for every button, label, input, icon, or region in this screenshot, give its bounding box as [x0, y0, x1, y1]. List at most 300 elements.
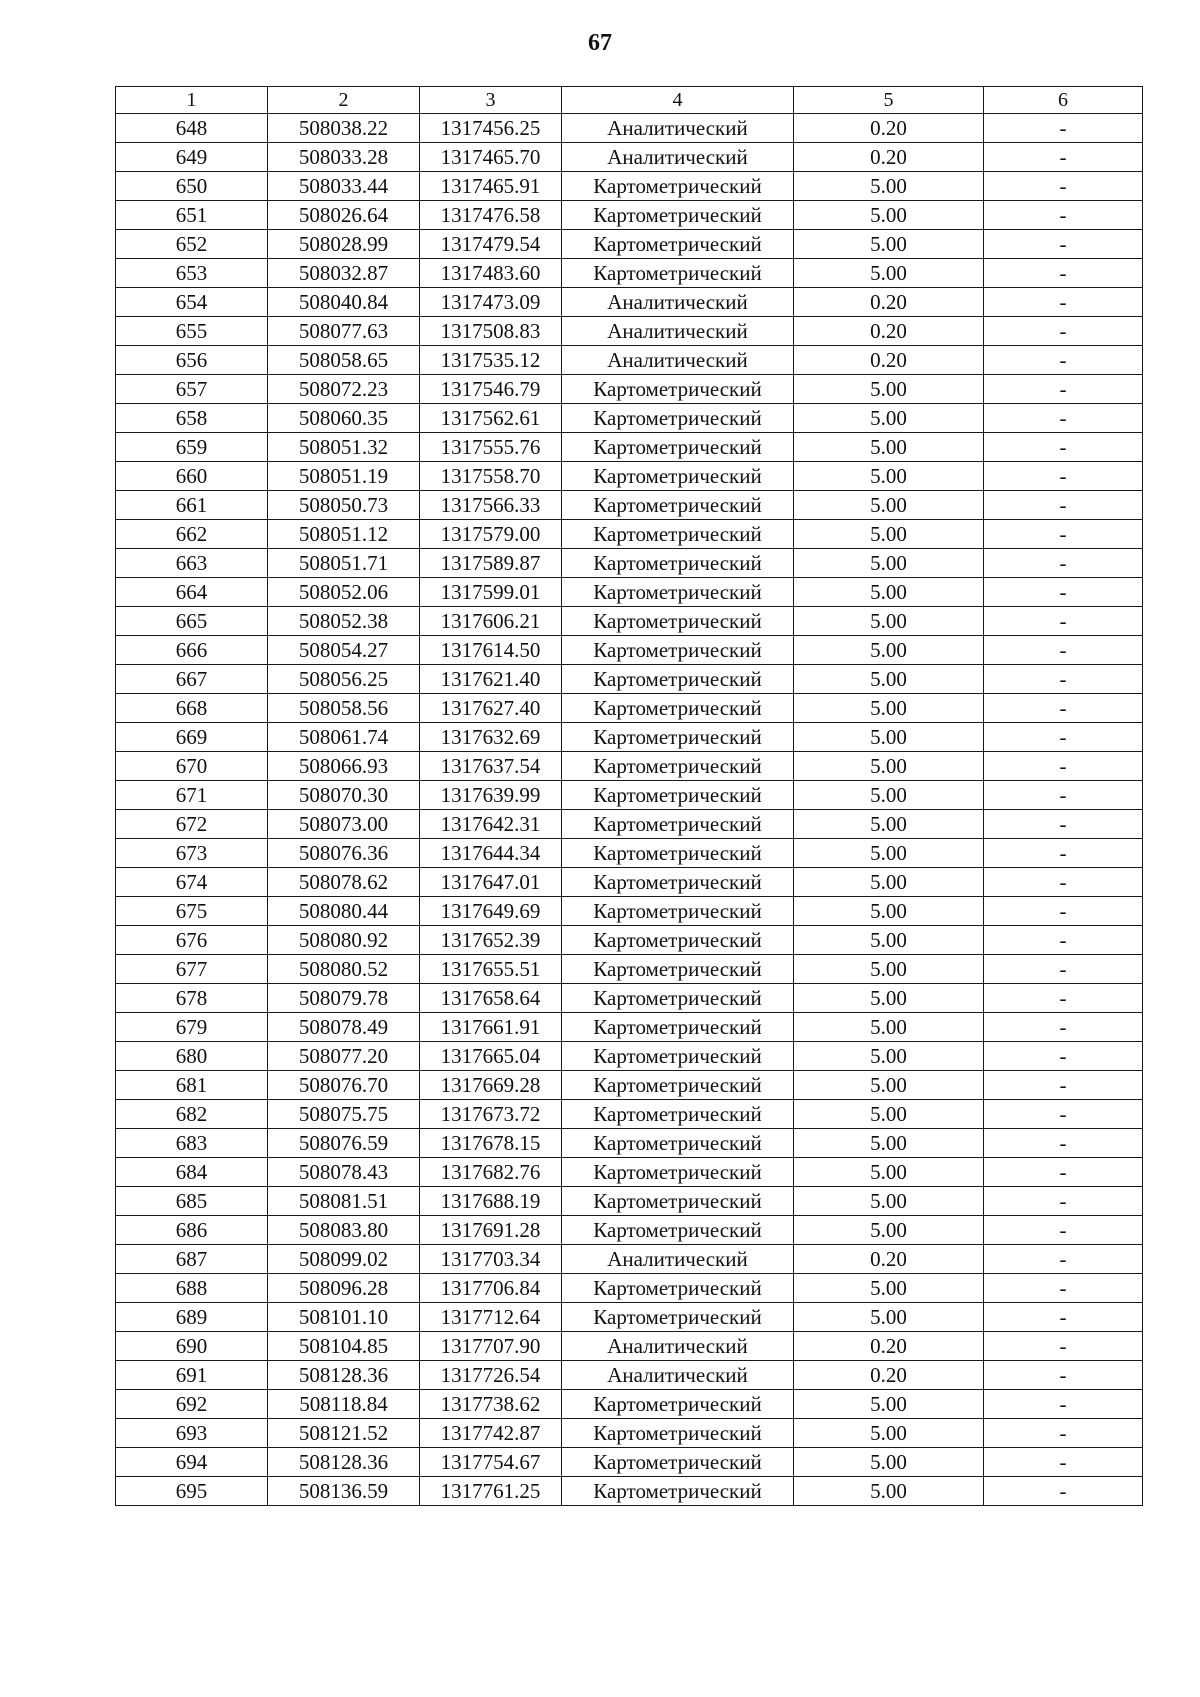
point-number-cell: 665 — [116, 607, 268, 636]
point-number-cell: 671 — [116, 781, 268, 810]
y-coordinate-cell: 1317669.28 — [420, 1071, 562, 1100]
method-cell: Картометрический — [562, 1071, 794, 1100]
x-coordinate-cell: 508054.27 — [268, 636, 420, 665]
x-coordinate-cell: 508058.65 — [268, 346, 420, 375]
point-number-cell: 687 — [116, 1245, 268, 1274]
y-coordinate-cell: 1317589.87 — [420, 549, 562, 578]
accuracy-cell: 5.00 — [794, 520, 984, 549]
y-coordinate-cell: 1317508.83 — [420, 317, 562, 346]
note-cell: - — [984, 1071, 1143, 1100]
y-coordinate-cell: 1317642.31 — [420, 810, 562, 839]
table-row — [116, 636, 1143, 665]
point-number-cell: 689 — [116, 1303, 268, 1332]
point-number-cell: 655 — [116, 317, 268, 346]
point-number-cell: 657 — [116, 375, 268, 404]
table-row — [116, 984, 1143, 1013]
point-number-cell: 674 — [116, 868, 268, 897]
page-number: 67 — [588, 30, 612, 56]
x-coordinate-cell: 508080.52 — [268, 955, 420, 984]
note-cell: - — [984, 346, 1143, 375]
method-cell: Аналитический — [562, 1332, 794, 1361]
accuracy-cell: 5.00 — [794, 1100, 984, 1129]
x-coordinate-cell: 508051.71 — [268, 549, 420, 578]
table-row — [116, 259, 1143, 288]
x-coordinate-cell: 508083.80 — [268, 1216, 420, 1245]
method-cell: Картометрический — [562, 810, 794, 839]
x-coordinate-cell: 508073.00 — [268, 810, 420, 839]
method-cell: Картометрический — [562, 984, 794, 1013]
x-coordinate-cell: 508077.63 — [268, 317, 420, 346]
point-number-cell: 679 — [116, 1013, 268, 1042]
note-cell: - — [984, 288, 1143, 317]
accuracy-cell: 5.00 — [794, 868, 984, 897]
accuracy-cell: 5.00 — [794, 1129, 984, 1158]
table-row — [116, 926, 1143, 955]
table-header — [116, 87, 1143, 114]
accuracy-cell: 5.00 — [794, 230, 984, 259]
note-cell: - — [984, 230, 1143, 259]
note-cell: - — [984, 1419, 1143, 1448]
accuracy-cell: 5.00 — [794, 172, 984, 201]
x-coordinate-cell: 508104.85 — [268, 1332, 420, 1361]
accuracy-cell: 5.00 — [794, 433, 984, 462]
y-coordinate-cell: 1317742.87 — [420, 1419, 562, 1448]
method-cell: Картометрический — [562, 897, 794, 926]
x-coordinate-cell: 508056.25 — [268, 665, 420, 694]
method-cell: Картометрический — [562, 1303, 794, 1332]
point-number-cell: 686 — [116, 1216, 268, 1245]
table-row — [116, 752, 1143, 781]
table-row — [116, 1042, 1143, 1071]
x-coordinate-cell: 508066.93 — [268, 752, 420, 781]
method-cell: Картометрический — [562, 491, 794, 520]
y-coordinate-cell: 1317649.69 — [420, 897, 562, 926]
method-cell: Картометрический — [562, 1390, 794, 1419]
point-number-cell: 656 — [116, 346, 268, 375]
point-number-cell: 683 — [116, 1129, 268, 1158]
method-cell: Аналитический — [562, 1361, 794, 1390]
table-row — [116, 549, 1143, 578]
y-coordinate-cell: 1317637.54 — [420, 752, 562, 781]
method-cell: Картометрический — [562, 230, 794, 259]
table-body — [116, 114, 1143, 1506]
accuracy-cell: 5.00 — [794, 607, 984, 636]
x-coordinate-cell: 508058.56 — [268, 694, 420, 723]
y-coordinate-cell: 1317761.25 — [420, 1477, 562, 1506]
y-coordinate-cell: 1317555.76 — [420, 433, 562, 462]
point-number-cell: 682 — [116, 1100, 268, 1129]
y-coordinate-cell: 1317644.34 — [420, 839, 562, 868]
point-number-cell: 685 — [116, 1187, 268, 1216]
column-header-5: 5 — [794, 87, 984, 114]
method-cell: Аналитический — [562, 288, 794, 317]
accuracy-cell: 0.20 — [794, 288, 984, 317]
accuracy-cell: 5.00 — [794, 897, 984, 926]
table-row — [116, 607, 1143, 636]
y-coordinate-cell: 1317754.67 — [420, 1448, 562, 1477]
table-row — [116, 1129, 1143, 1158]
table-row — [116, 665, 1143, 694]
x-coordinate-cell: 508052.06 — [268, 578, 420, 607]
x-coordinate-cell: 508078.43 — [268, 1158, 420, 1187]
accuracy-cell: 5.00 — [794, 201, 984, 230]
note-cell: - — [984, 143, 1143, 172]
note-cell: - — [984, 114, 1143, 143]
point-number-cell: 660 — [116, 462, 268, 491]
accuracy-cell: 5.00 — [794, 491, 984, 520]
y-coordinate-cell: 1317688.19 — [420, 1187, 562, 1216]
y-coordinate-cell: 1317535.12 — [420, 346, 562, 375]
y-coordinate-cell: 1317665.04 — [420, 1042, 562, 1071]
note-cell: - — [984, 781, 1143, 810]
point-number-cell: 668 — [116, 694, 268, 723]
accuracy-cell: 0.20 — [794, 346, 984, 375]
accuracy-cell: 5.00 — [794, 578, 984, 607]
table-row — [116, 375, 1143, 404]
accuracy-cell: 0.20 — [794, 1332, 984, 1361]
method-cell: Картометрический — [562, 1187, 794, 1216]
method-cell: Картометрический — [562, 955, 794, 984]
y-coordinate-cell: 1317473.09 — [420, 288, 562, 317]
note-cell: - — [984, 375, 1143, 404]
method-cell: Аналитический — [562, 317, 794, 346]
y-coordinate-cell: 1317655.51 — [420, 955, 562, 984]
x-coordinate-cell: 508079.78 — [268, 984, 420, 1013]
note-cell: - — [984, 839, 1143, 868]
method-cell: Аналитический — [562, 143, 794, 172]
x-coordinate-cell: 508096.28 — [268, 1274, 420, 1303]
note-cell: - — [984, 201, 1143, 230]
accuracy-cell: 0.20 — [794, 114, 984, 143]
point-number-cell: 650 — [116, 172, 268, 201]
table-row — [116, 317, 1143, 346]
x-coordinate-cell: 508136.59 — [268, 1477, 420, 1506]
accuracy-cell: 5.00 — [794, 1187, 984, 1216]
y-coordinate-cell: 1317627.40 — [420, 694, 562, 723]
accuracy-cell: 5.00 — [794, 259, 984, 288]
table-row — [116, 1274, 1143, 1303]
point-number-cell: 688 — [116, 1274, 268, 1303]
accuracy-cell: 0.20 — [794, 1361, 984, 1390]
point-number-cell: 658 — [116, 404, 268, 433]
y-coordinate-cell: 1317579.00 — [420, 520, 562, 549]
method-cell: Аналитический — [562, 346, 794, 375]
x-coordinate-cell: 508052.38 — [268, 607, 420, 636]
column-header-4: 4 — [562, 87, 794, 114]
point-number-cell: 673 — [116, 839, 268, 868]
point-number-cell: 659 — [116, 433, 268, 462]
y-coordinate-cell: 1317614.50 — [420, 636, 562, 665]
note-cell: - — [984, 172, 1143, 201]
y-coordinate-cell: 1317558.70 — [420, 462, 562, 491]
point-number-cell: 651 — [116, 201, 268, 230]
x-coordinate-cell: 508033.44 — [268, 172, 420, 201]
accuracy-cell: 5.00 — [794, 1042, 984, 1071]
y-coordinate-cell: 1317691.28 — [420, 1216, 562, 1245]
point-number-cell: 667 — [116, 665, 268, 694]
table-row — [116, 288, 1143, 317]
note-cell: - — [984, 1390, 1143, 1419]
note-cell: - — [984, 578, 1143, 607]
table-row — [116, 1187, 1143, 1216]
y-coordinate-cell: 1317706.84 — [420, 1274, 562, 1303]
table-row — [116, 1071, 1143, 1100]
point-number-cell: 648 — [116, 114, 268, 143]
y-coordinate-cell: 1317562.61 — [420, 404, 562, 433]
note-cell: - — [984, 1448, 1143, 1477]
y-coordinate-cell: 1317599.01 — [420, 578, 562, 607]
table-row — [116, 114, 1143, 143]
method-cell: Картометрический — [562, 1042, 794, 1071]
point-number-cell: 649 — [116, 143, 268, 172]
method-cell: Картометрический — [562, 694, 794, 723]
table-row — [116, 810, 1143, 839]
y-coordinate-cell: 1317479.54 — [420, 230, 562, 259]
method-cell: Картометрический — [562, 1216, 794, 1245]
column-header-6: 6 — [984, 87, 1143, 114]
accuracy-cell: 0.20 — [794, 1245, 984, 1274]
y-coordinate-cell: 1317456.25 — [420, 114, 562, 143]
x-coordinate-cell: 508076.70 — [268, 1071, 420, 1100]
note-cell: - — [984, 1042, 1143, 1071]
x-coordinate-cell: 508070.30 — [268, 781, 420, 810]
method-cell: Картометрический — [562, 201, 794, 230]
point-number-cell: 662 — [116, 520, 268, 549]
accuracy-cell: 5.00 — [794, 984, 984, 1013]
accuracy-cell: 5.00 — [794, 1216, 984, 1245]
accuracy-cell: 5.00 — [794, 926, 984, 955]
accuracy-cell: 5.00 — [794, 694, 984, 723]
note-cell: - — [984, 926, 1143, 955]
note-cell: - — [984, 462, 1143, 491]
note-cell: - — [984, 1216, 1143, 1245]
note-cell: - — [984, 1187, 1143, 1216]
x-coordinate-cell: 508101.10 — [268, 1303, 420, 1332]
point-number-cell: 661 — [116, 491, 268, 520]
point-number-cell: 678 — [116, 984, 268, 1013]
method-cell: Картометрический — [562, 752, 794, 781]
y-coordinate-cell: 1317652.39 — [420, 926, 562, 955]
method-cell: Картометрический — [562, 723, 794, 752]
x-coordinate-cell: 508077.20 — [268, 1042, 420, 1071]
table-row — [116, 839, 1143, 868]
x-coordinate-cell: 508128.36 — [268, 1448, 420, 1477]
y-coordinate-cell: 1317606.21 — [420, 607, 562, 636]
accuracy-cell: 5.00 — [794, 1477, 984, 1506]
y-coordinate-cell: 1317661.91 — [420, 1013, 562, 1042]
point-number-cell: 664 — [116, 578, 268, 607]
x-coordinate-cell: 508128.36 — [268, 1361, 420, 1390]
header-row — [116, 87, 1143, 114]
accuracy-cell: 5.00 — [794, 1274, 984, 1303]
point-number-cell: 693 — [116, 1419, 268, 1448]
point-number-cell: 691 — [116, 1361, 268, 1390]
note-cell: - — [984, 317, 1143, 346]
column-header-3: 3 — [420, 87, 562, 114]
x-coordinate-cell: 508076.59 — [268, 1129, 420, 1158]
method-cell: Картометрический — [562, 259, 794, 288]
method-cell: Картометрический — [562, 578, 794, 607]
point-number-cell: 677 — [116, 955, 268, 984]
method-cell: Картометрический — [562, 607, 794, 636]
table-row — [116, 578, 1143, 607]
note-cell: - — [984, 1100, 1143, 1129]
y-coordinate-cell: 1317566.33 — [420, 491, 562, 520]
accuracy-cell: 0.20 — [794, 143, 984, 172]
point-number-cell: 690 — [116, 1332, 268, 1361]
accuracy-cell: 5.00 — [794, 723, 984, 752]
table-row — [116, 201, 1143, 230]
accuracy-cell: 5.00 — [794, 375, 984, 404]
method-cell: Картометрический — [562, 172, 794, 201]
point-number-cell: 654 — [116, 288, 268, 317]
accuracy-cell: 5.00 — [794, 781, 984, 810]
table-row — [116, 897, 1143, 926]
note-cell: - — [984, 1303, 1143, 1332]
point-number-cell: 652 — [116, 230, 268, 259]
accuracy-cell: 5.00 — [794, 1390, 984, 1419]
point-number-cell: 681 — [116, 1071, 268, 1100]
y-coordinate-cell: 1317726.54 — [420, 1361, 562, 1390]
x-coordinate-cell: 508050.73 — [268, 491, 420, 520]
note-cell: - — [984, 1332, 1143, 1361]
method-cell: Картометрический — [562, 781, 794, 810]
y-coordinate-cell: 1317465.70 — [420, 143, 562, 172]
x-coordinate-cell: 508078.49 — [268, 1013, 420, 1042]
method-cell: Картометрический — [562, 1129, 794, 1158]
table-row — [116, 143, 1143, 172]
point-number-cell: 669 — [116, 723, 268, 752]
accuracy-cell: 5.00 — [794, 752, 984, 781]
note-cell: - — [984, 752, 1143, 781]
note-cell: - — [984, 723, 1143, 752]
method-cell: Картометрический — [562, 1100, 794, 1129]
table-row — [116, 1013, 1143, 1042]
accuracy-cell: 5.00 — [794, 1071, 984, 1100]
table-row — [116, 1303, 1143, 1332]
table-row — [116, 694, 1143, 723]
x-coordinate-cell: 508040.84 — [268, 288, 420, 317]
x-coordinate-cell: 508118.84 — [268, 1390, 420, 1419]
table-row — [116, 1361, 1143, 1390]
method-cell: Картометрический — [562, 636, 794, 665]
table-row — [116, 781, 1143, 810]
method-cell: Картометрический — [562, 1158, 794, 1187]
x-coordinate-cell: 508080.92 — [268, 926, 420, 955]
method-cell: Картометрический — [562, 520, 794, 549]
note-cell: - — [984, 433, 1143, 462]
method-cell: Картометрический — [562, 1419, 794, 1448]
note-cell: - — [984, 810, 1143, 839]
method-cell: Картометрический — [562, 839, 794, 868]
accuracy-cell: 5.00 — [794, 636, 984, 665]
table-row — [116, 404, 1143, 433]
note-cell: - — [984, 1477, 1143, 1506]
y-coordinate-cell: 1317639.99 — [420, 781, 562, 810]
method-cell: Картометрический — [562, 404, 794, 433]
note-cell: - — [984, 955, 1143, 984]
accuracy-cell: 5.00 — [794, 404, 984, 433]
x-coordinate-cell: 508080.44 — [268, 897, 420, 926]
table-row — [116, 346, 1143, 375]
method-cell: Картометрический — [562, 462, 794, 491]
point-number-cell: 695 — [116, 1477, 268, 1506]
table-row — [116, 172, 1143, 201]
point-number-cell: 653 — [116, 259, 268, 288]
y-coordinate-cell: 1317707.90 — [420, 1332, 562, 1361]
point-number-cell: 670 — [116, 752, 268, 781]
point-number-cell: 675 — [116, 897, 268, 926]
point-number-cell: 694 — [116, 1448, 268, 1477]
x-coordinate-cell: 508028.99 — [268, 230, 420, 259]
x-coordinate-cell: 508051.19 — [268, 462, 420, 491]
note-cell: - — [984, 868, 1143, 897]
point-number-cell: 666 — [116, 636, 268, 665]
note-cell: - — [984, 1013, 1143, 1042]
note-cell: - — [984, 259, 1143, 288]
x-coordinate-cell: 508026.64 — [268, 201, 420, 230]
x-coordinate-cell: 508075.75 — [268, 1100, 420, 1129]
y-coordinate-cell: 1317682.76 — [420, 1158, 562, 1187]
point-number-cell: 663 — [116, 549, 268, 578]
table-row — [116, 1216, 1143, 1245]
note-cell: - — [984, 520, 1143, 549]
table-row — [116, 433, 1143, 462]
method-cell: Картометрический — [562, 868, 794, 897]
x-coordinate-cell: 508051.12 — [268, 520, 420, 549]
accuracy-cell: 5.00 — [794, 665, 984, 694]
table-row — [116, 1419, 1143, 1448]
method-cell: Картометрический — [562, 433, 794, 462]
note-cell: - — [984, 404, 1143, 433]
method-cell: Картометрический — [562, 1477, 794, 1506]
table-row — [116, 1100, 1143, 1129]
x-coordinate-cell: 508060.35 — [268, 404, 420, 433]
x-coordinate-cell: 508061.74 — [268, 723, 420, 752]
y-coordinate-cell: 1317621.40 — [420, 665, 562, 694]
table-row — [116, 955, 1143, 984]
note-cell: - — [984, 1361, 1143, 1390]
point-number-cell: 676 — [116, 926, 268, 955]
x-coordinate-cell: 508081.51 — [268, 1187, 420, 1216]
point-number-cell: 680 — [116, 1042, 268, 1071]
y-coordinate-cell: 1317738.62 — [420, 1390, 562, 1419]
accuracy-cell: 0.20 — [794, 317, 984, 346]
table-row — [116, 230, 1143, 259]
method-cell: Картометрический — [562, 926, 794, 955]
table-row — [116, 520, 1143, 549]
y-coordinate-cell: 1317647.01 — [420, 868, 562, 897]
method-cell: Картометрический — [562, 1274, 794, 1303]
x-coordinate-cell: 508099.02 — [268, 1245, 420, 1274]
accuracy-cell: 5.00 — [794, 1013, 984, 1042]
y-coordinate-cell: 1317476.58 — [420, 201, 562, 230]
accuracy-cell: 5.00 — [794, 549, 984, 578]
note-cell: - — [984, 1274, 1143, 1303]
point-number-cell: 672 — [116, 810, 268, 839]
note-cell: - — [984, 1158, 1143, 1187]
method-cell: Аналитический — [562, 1245, 794, 1274]
note-cell: - — [984, 607, 1143, 636]
method-cell: Аналитический — [562, 114, 794, 143]
x-coordinate-cell: 508072.23 — [268, 375, 420, 404]
column-header-2: 2 — [268, 87, 420, 114]
point-number-cell: 684 — [116, 1158, 268, 1187]
table-row — [116, 1390, 1143, 1419]
table-row — [116, 491, 1143, 520]
note-cell: - — [984, 665, 1143, 694]
y-coordinate-cell: 1317465.91 — [420, 172, 562, 201]
